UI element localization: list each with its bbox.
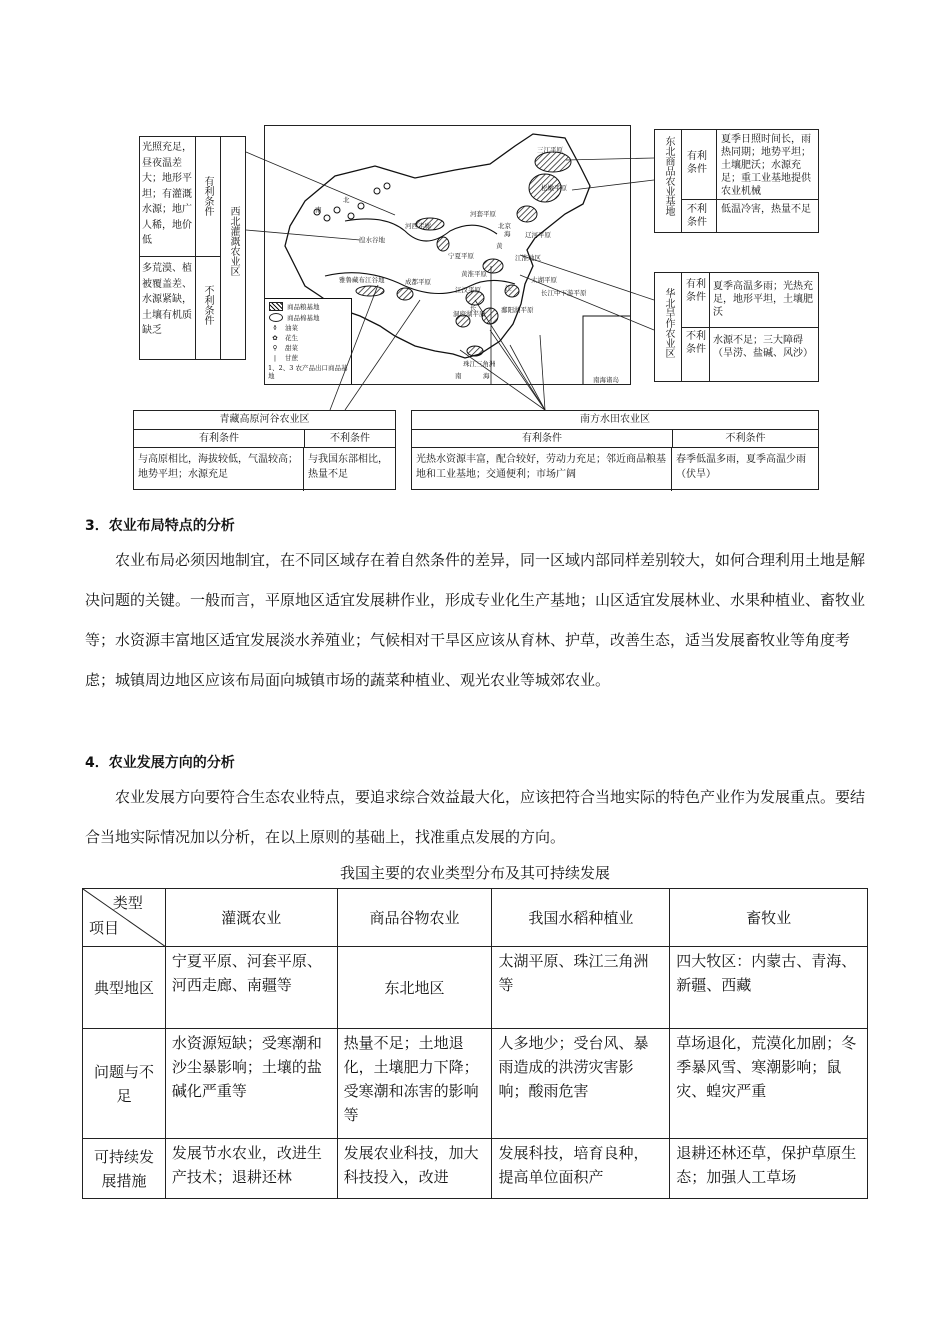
northeast-zone-title: 东北商品农业基地 [663,136,674,216]
table-cell: 人多地少；受台风、暴雨造成的洪涝灾害影响；酸雨危害 [492,1029,670,1139]
south-panel [411,410,819,490]
south-unfav-text: 春季低温多雨，夏季高温少雨（伏旱） [676,454,806,480]
qingzang-title: 青藏高原河谷农业区 [134,411,395,430]
label-tarim: 南 [315,206,322,214]
peanut-icon: ✿ [272,334,278,342]
header-irrigation: 灌溉农业 [165,889,337,947]
label-zhujiang: 珠江三角洲 [463,360,496,368]
legend-export: 1、2、3 农产品出口商品基地 [268,364,348,380]
table-cell: 退耕还林还草，保护草原生态；加强人工草场 [670,1139,868,1199]
row-label: 可持续发展措施 [83,1139,166,1199]
liaohe-base [517,206,537,222]
header-livestock: 畜牧业 [670,889,868,947]
label-hai: 海 [504,230,511,238]
table-cell: 草场退化，荒漠化加剧；冬季暴风雪、寒潮影响；鼠灾、蝗灾严重 [670,1029,868,1139]
northchina-unfav-label: 不利条件 [686,331,706,355]
china-map [264,125,631,385]
label-junggar: 北 [343,196,350,204]
label-dongting: 洞庭湖平原 [453,310,486,318]
section3-heading: 3．农业布局特点的分析 [85,518,235,534]
qingzang-unfav-text: 与我国东部相比，热量不足 [308,454,388,480]
table-cell: 水资源短缺；受寒潮和沙尘暴影响；土壤的盐碱化严重等 [165,1029,337,1139]
corner-top-label: 类型 [112,894,143,912]
label-hetao: 河套平原 [470,210,496,218]
south-fav-text: 光热水资源丰富，配合较好，劳动力充足；邻近商品粮基地和工业基地；交通便利；市场广阔 [412,448,672,491]
agri-types-table [82,888,868,1199]
qingzang-fav-text: 与高原相比，海拔较低，气温较高；地势平坦；水源充足 [134,448,304,491]
northeast-unfav-text: 低温冷害，热量不足 [721,204,811,215]
south-unfav-head: 不利条件 [725,433,766,444]
row-label: 典型地区 [83,947,166,1029]
table-cell: 宁夏平原、河套平原、河西走廊、南疆等 [165,947,337,1029]
label-sanjiang: 三江平原 [537,146,563,154]
south-fav-head: 有利条件 [412,430,673,447]
label-jianghuai: 江淮地区 [515,254,541,262]
northwest-zone-title: 西北灌溉农业区 [228,206,239,276]
table-cell: 发展农业科技，加大科技投入，改进 [337,1139,492,1199]
cotton-base-swatch [269,313,283,322]
label-ningxia: 宁夏平原 [448,252,474,260]
table-cell: 热量不足；土地退化，土壤肥力下降；受寒潮和冻害的影响等 [337,1029,492,1139]
label-yarlung: 雅鲁藏布江谷地 [339,276,385,284]
northeast-unfav-label: 不利条件 [687,204,707,228]
grain-base-swatch [269,302,283,311]
table-row [83,1139,868,1199]
nanhai-inset [583,316,631,385]
south-title: 南方水田农业区 [412,411,818,430]
sugarcane-icon: ❘ [272,354,278,362]
table-caption: 我国主要的农业类型分布及其可持续发展 [339,864,610,882]
label-liaohe: 辽河平原 [525,231,551,239]
northwest-fav-text: 光照充足，昼夜温差大；地形平坦；有灌溉水源；地广人稀，地价低 [142,142,192,246]
header-grain: 商品谷物农业 [337,889,492,947]
table-cell: 太湖平原、珠江三角洲等 [492,947,670,1029]
northeast-fav-text: 夏季日照时间长，雨热同期；地势平坦；土壤肥沃；水源充足；重工业基地提供农业机械 [721,134,811,197]
legend-sugar-beet: 甜菜 [285,344,298,352]
map-legend [265,298,352,385]
northeast-fav-label: 有利条件 [687,151,707,175]
northchina-unfav-text: 水源不足；三大障碍（旱涝、盐碱、风沙） [713,335,813,359]
label-hai2: 海 [483,372,490,380]
corner-bottom-label: 项目 [89,919,120,937]
label-chengdu: 成都平原 [405,278,431,286]
row-label: 问题与不足 [83,1029,166,1139]
label-hexi: 河西走廊 [405,222,431,230]
sugar-beet-icon: ⚲ [272,344,278,352]
label-taihu: 太湖平原 [531,276,557,284]
legend-sugarcane: 甘蔗 [285,354,298,362]
section3-paragraph: 农业布局必须因地制宜，在不同区域存在着自然条件的差异，同一区域内部同样差别较大，如何合理利用土地是解决问题的关键。一般而言，平原地区适宜发展耕作业，形成专业化生产基地；山区适宜发展林业、水果种植业、畜牧业等；水资源丰富地区适宜发展淡水养殖业；气候相对干旱区应该从育林、护草，改善生态，适当发展畜牧业等角度考虑；城镇周边地区应该布局面向城镇市场的蔬菜种植业、观光农业等城郊农业。 [85,551,866,689]
legend-cotton: 商品棉基地 [287,313,320,322]
table-cell: 四大牧区：内蒙古、青海、新疆、西藏 [670,947,868,1029]
northchina-zone-title: 华北旱作农业区 [663,288,674,358]
ningxia-base [437,237,449,251]
table-row [83,947,868,1029]
label-poyang: 鄱阳湖平原 [501,306,534,314]
yarlung-base [356,286,384,296]
label-nanhai-islands: 南海诸岛 [593,376,619,384]
northwest-unfav-text: 多荒漠、植被覆盖差、水源紧缺，土壤有机质缺乏 [142,263,192,336]
label-beijing: 北京 [498,222,511,230]
legend-oil: 油菜 [285,324,298,332]
qingzang-unfav-head: 不利条件 [330,433,370,444]
table-cell: 东北地区 [337,947,492,1029]
table-cell: 发展科技，培育良种，提高单位面积产 [492,1139,670,1199]
label-songnen: 松嫩平原 [541,184,567,192]
qingzang-fav-head: 有利条件 [134,430,305,447]
legend-peanut: 花生 [285,334,298,342]
label-jiang: 江 [505,284,512,292]
label-huangshui: 湟水谷地 [359,236,385,244]
table-row [83,1029,868,1139]
label-huanghuai: 黄淮平原 [461,270,487,278]
label-nan: 南 [455,372,462,380]
sanjiang-base [535,152,571,172]
qingzang-panel [133,410,396,490]
label-huang: 黄 [496,242,503,250]
label-chang: 长 [470,304,477,312]
table-cell: 发展节水农业，改进生产技术；退耕还林 [165,1139,337,1199]
oil-icon: ⚱ [272,324,278,332]
header-rice: 我国水稻种植业 [492,889,670,947]
legend-grain: 商品粮基地 [287,302,320,311]
table-header-row [83,889,868,947]
label-jianghan: 江汉平原 [455,286,481,294]
section4-paragraph: 农业发展方向要符合生态农业特点，要追求综合效益最大化，应该把符合当地实际的特色产业作为发展重点。要结合当地实际情况加以分析，在以上原则的基础上，找准重点发展的方向。 [85,788,866,846]
northchina-fav-text: 夏季高温多雨；光热充足，地形平坦，土壤肥沃 [713,281,813,318]
northchina-fav-label: 有利条件 [686,279,706,303]
label-changjiang: 长江中下游平原 [541,289,587,297]
northwest-unfav-label: 不利条件 [202,285,213,325]
northwest-fav-label: 有利条件 [202,176,213,216]
chengdu-base [397,288,413,300]
section4-heading: 4．农业发展方向的分析 [85,755,235,771]
zhujiang-base [467,346,483,356]
table-corner-cell [83,889,166,947]
